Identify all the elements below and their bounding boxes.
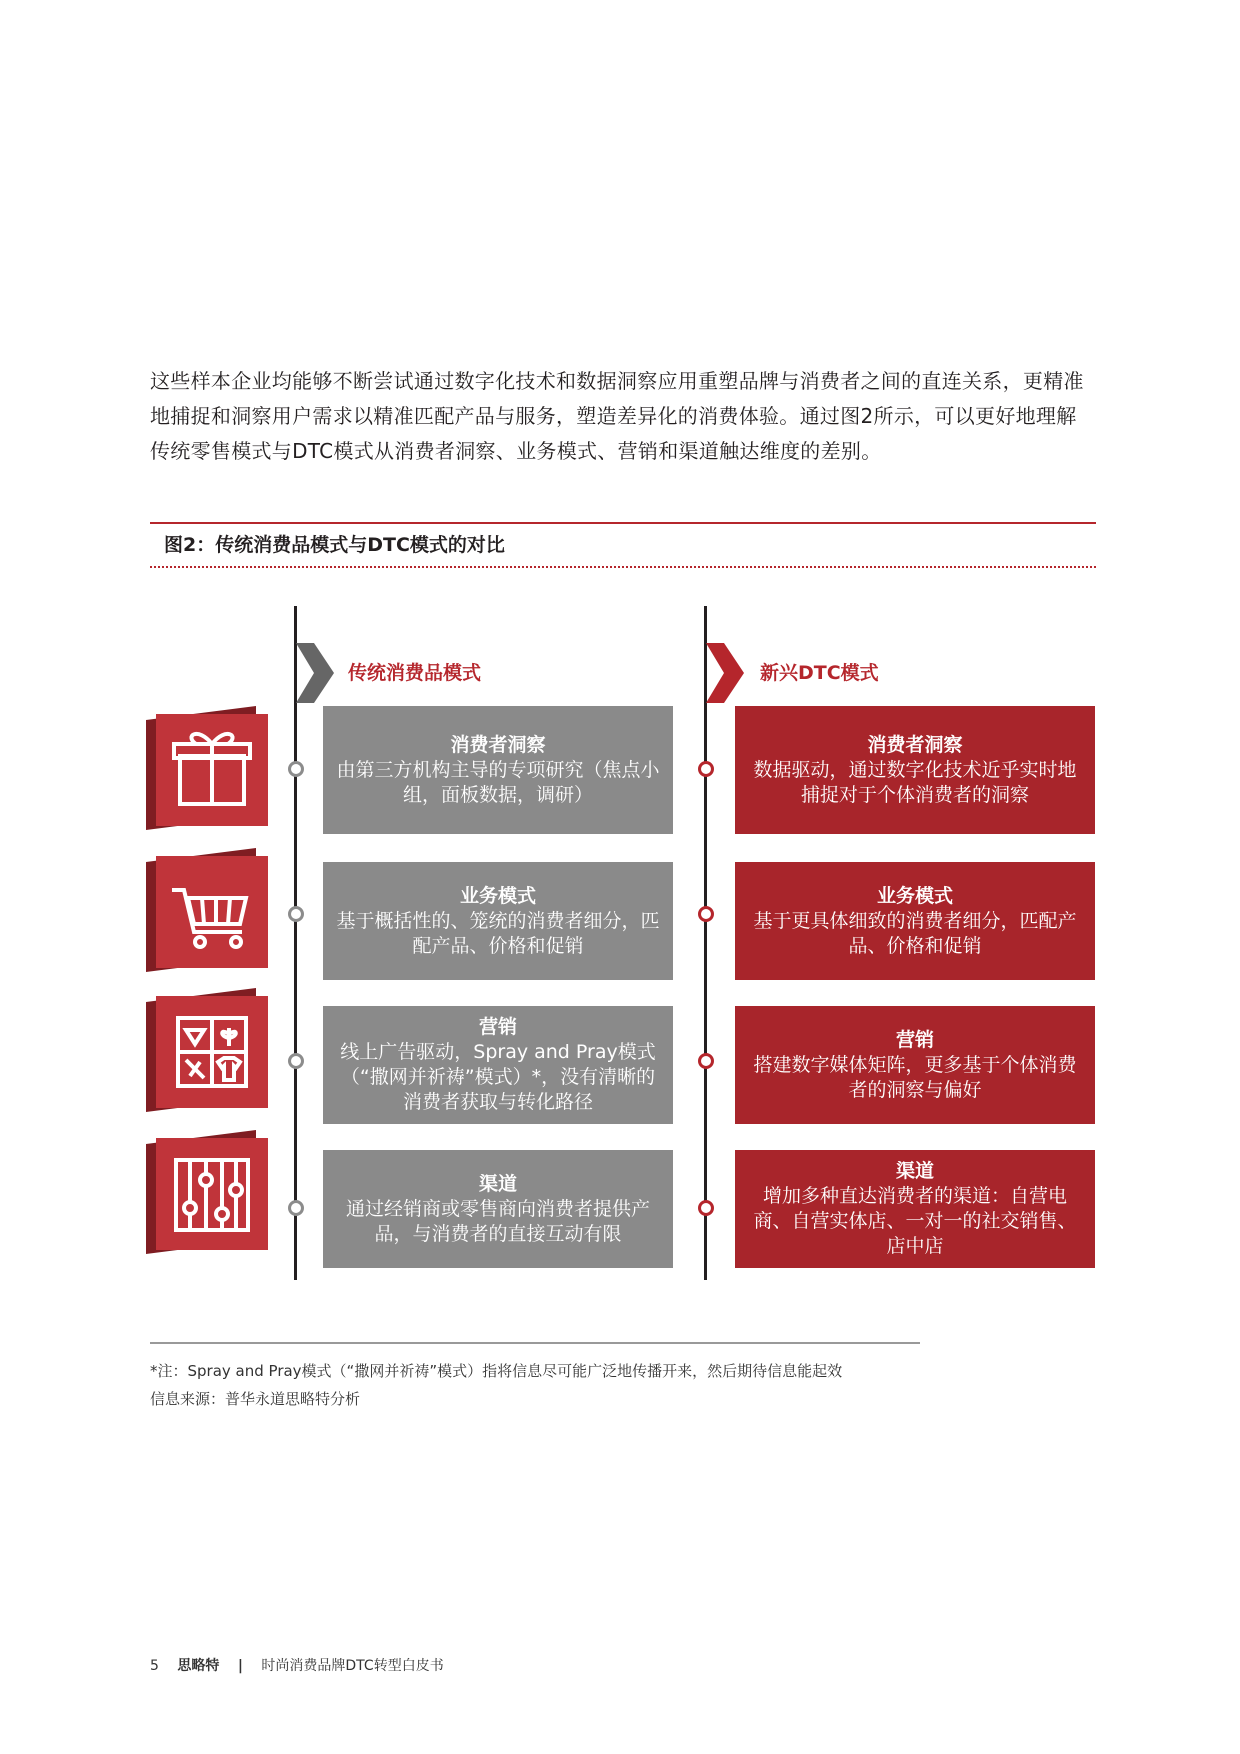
figure-dotted-rule bbox=[150, 566, 1096, 568]
box-title: 业务模式 bbox=[876, 884, 953, 907]
box-title: 消费者洞察 bbox=[450, 733, 546, 756]
box-text: 通过经销商或零售商向消费者提供产品，与消费者的直接互动有限 bbox=[345, 1197, 650, 1245]
footer-doc-title: 时尚消费品牌DTC转型白皮书 bbox=[261, 1658, 444, 1674]
row-icon-tile bbox=[146, 706, 270, 832]
row-icon-tile bbox=[146, 988, 270, 1114]
traditional-node bbox=[288, 1200, 304, 1216]
box-title: 渠道 bbox=[478, 1172, 517, 1195]
dtc-node bbox=[698, 906, 714, 922]
dtc-channel-box bbox=[735, 1150, 1095, 1268]
box-text: 基于更具体细致的消费者细分，匹配产品、价格和促销 bbox=[753, 909, 1077, 957]
traditional-marketing-box bbox=[323, 1006, 673, 1124]
box-title: 渠道 bbox=[895, 1160, 934, 1182]
dtc-node bbox=[698, 1200, 714, 1216]
row-icon-tile bbox=[146, 1130, 270, 1256]
traditional-business-box bbox=[323, 862, 673, 980]
dtc-timeline bbox=[704, 606, 707, 1280]
box-text: 线上广告驱动，Spray and Pray模式（“撒网并祈祷”模式）*，没有清晰的消费者获取与转化路径 bbox=[340, 1041, 656, 1113]
footnote: *注：Spray and Pray模式（“撒网并祈祷”模式）指将信息尽可能广泛地传播开来，然后期待信息能起效 bbox=[150, 1362, 843, 1380]
footer-separator: | bbox=[237, 1658, 243, 1674]
notes-rule bbox=[150, 1342, 920, 1344]
traditional-node bbox=[288, 761, 304, 777]
dtc-chevron-icon bbox=[706, 643, 746, 703]
intro-paragraph: 这些样本企业均能够不断尝试通过数字化技术和数据洞察应用重塑品牌与消费者之间的直连关系，更精准地捕捉和洞察用户需求以精准匹配产品与服务，塑造差异化的消费体验。通过图2所示，可以更好地理解传统零售模式与DTC模式从消费者洞察、业务模式、营销和渠道触达维度的差别。 bbox=[150, 369, 1084, 463]
figure-top-rule bbox=[150, 522, 1096, 524]
row-icon-tile bbox=[146, 848, 270, 974]
figure-title: 图2：传统消费品模式与DTC模式的对比 bbox=[164, 534, 505, 556]
box-title: 营销 bbox=[478, 1016, 517, 1038]
dtc-node bbox=[698, 1053, 714, 1069]
traditional-heading: 传统消费品模式 bbox=[348, 662, 482, 684]
box-text: 基于概括性的、笼统的消费者细分，匹配产品、价格和促销 bbox=[336, 909, 660, 957]
dtc-business-box bbox=[735, 862, 1095, 980]
traditional-node bbox=[288, 906, 304, 922]
box-text: 搭建数字媒体矩阵，更多基于个体消费者的洞察与偏好 bbox=[753, 1053, 1077, 1101]
page-number: 5 bbox=[150, 1658, 159, 1674]
dtc-insight-box bbox=[735, 706, 1095, 834]
box-title: 消费者洞察 bbox=[867, 733, 963, 756]
box-text: 由第三方机构主导的专项研究（焦点小组，面板数据，调研） bbox=[336, 758, 660, 806]
dtc-heading: 新兴DTC模式 bbox=[760, 662, 879, 684]
footer-brand: 思略特 bbox=[177, 1658, 220, 1674]
box-text: 增加多种直达消费者的渠道：自营电商、自营实体店、一对一的社交销售、店中店 bbox=[753, 1185, 1077, 1257]
dtc-marketing-box bbox=[735, 1006, 1095, 1124]
traditional-timeline bbox=[294, 606, 297, 1280]
traditional-node bbox=[288, 1053, 304, 1069]
source-note: 信息来源：普华永道思略特分析 bbox=[150, 1390, 361, 1408]
dtc-node bbox=[698, 761, 714, 777]
box-text: 数据驱动，通过数字化技术近乎实时地捕捉对于个体消费者的洞察 bbox=[753, 758, 1077, 806]
box-title: 业务模式 bbox=[459, 884, 536, 907]
page-footer bbox=[150, 1655, 458, 1675]
traditional-insight-box bbox=[323, 706, 673, 834]
traditional-channel-box bbox=[323, 1150, 673, 1268]
traditional-chevron-icon bbox=[296, 643, 336, 703]
box-title: 营销 bbox=[895, 1028, 934, 1051]
